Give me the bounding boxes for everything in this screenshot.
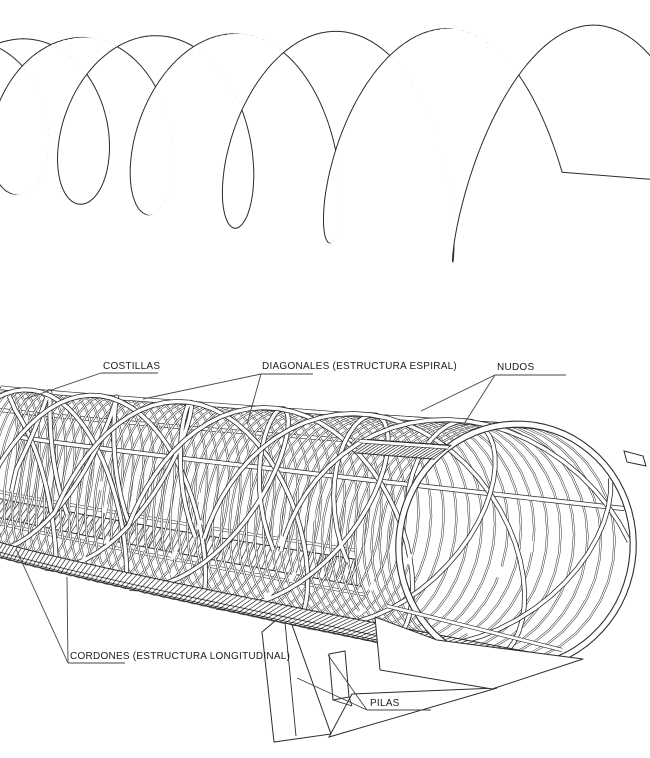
leader-line — [67, 577, 68, 663]
lattice-tunnel-figure — [0, 387, 646, 742]
label-cordones: CORDONES (ESTRUCTURA LONGITUDINAL) — [70, 651, 291, 662]
leader-line — [143, 374, 261, 399]
label-diagonales: DIAGONALES (ESTRUCTURA ESPIRAL) — [262, 361, 458, 372]
label-nudos: NUDOS — [497, 362, 535, 373]
label-costillas: COSTILLAS — [103, 361, 161, 372]
helical-ribbon-figure — [0, 25, 650, 262]
label-pilas: PILAS — [370, 698, 400, 709]
